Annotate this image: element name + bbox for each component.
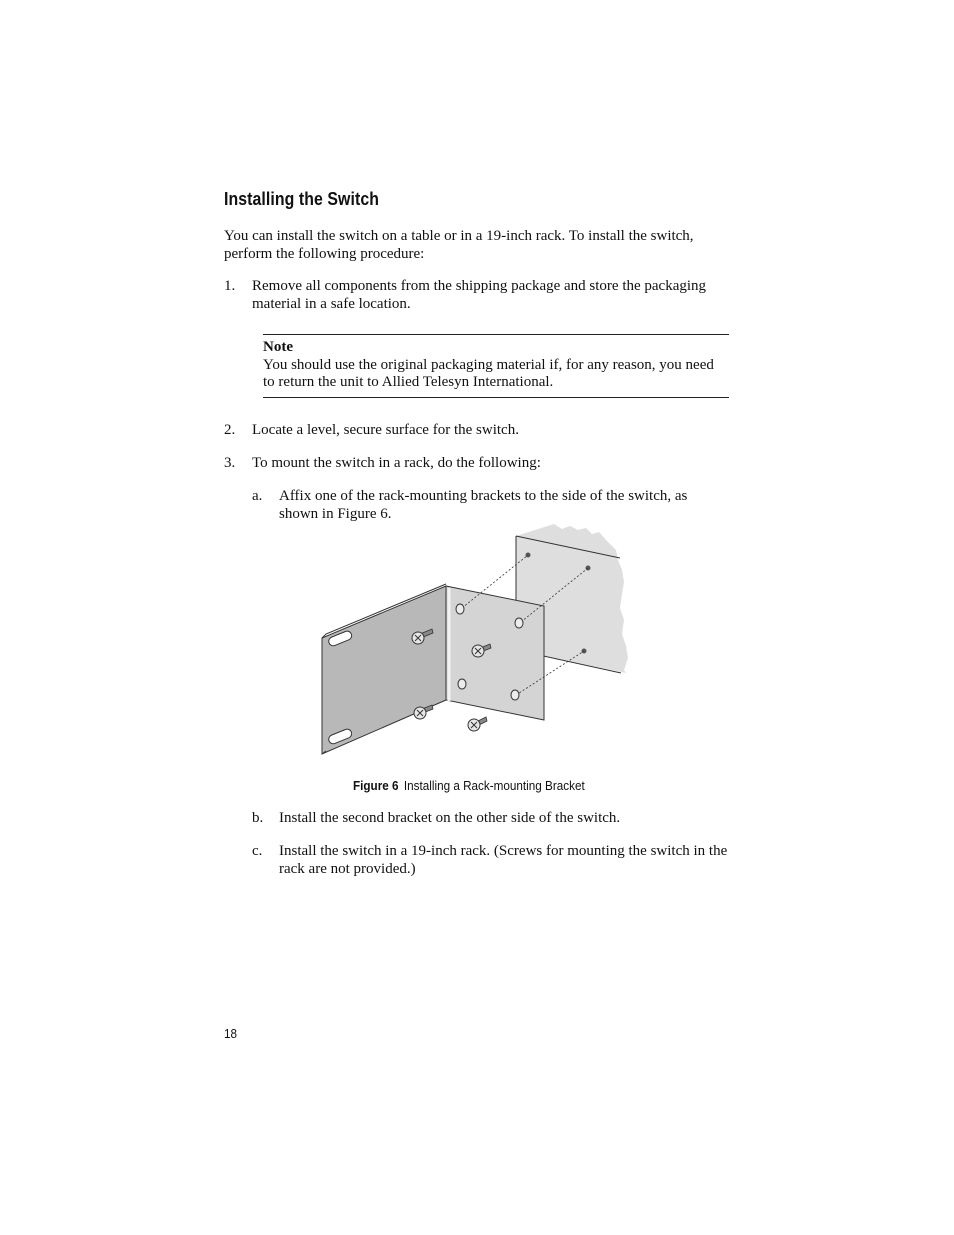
step-number: 2. xyxy=(224,422,236,438)
note-box xyxy=(263,334,729,398)
figure-label: Figure 6 xyxy=(353,778,399,793)
note-heading: Note xyxy=(263,339,293,355)
intro-paragraph: You can install the switch on a table or in a 19-inch rack. To install the switch, perform the following procedure: xyxy=(224,228,694,262)
substep-text: Install the switch in a 19-inch rack. (Screws for mounting the switch in the rack are not provided.) xyxy=(279,843,728,877)
screw xyxy=(468,717,487,731)
figure-caption xyxy=(353,778,585,793)
substep-text: Affix one of the rack-mounting brackets to the side of the switch, as shown in Figure 6. xyxy=(279,488,688,522)
substep-letter: c. xyxy=(252,843,263,859)
substep-text: Install the second bracket on the other side of the switch. xyxy=(279,810,621,826)
switch-hole xyxy=(586,566,591,571)
substep-letter: a. xyxy=(252,488,263,504)
section-title: Installing the Switch xyxy=(224,189,379,209)
step-text: Remove all components from the shipping package and store the packaging material in a safe location. xyxy=(252,278,707,312)
note-text: You should use the original packaging material if, for any reason, you need to return the unit to Allied Telesyn International. xyxy=(263,356,714,390)
bracket-front-ear xyxy=(322,586,446,754)
page-number: 18 xyxy=(224,1026,238,1041)
step-text: To mount the switch in a rack, do the following: xyxy=(252,455,541,471)
figure-caption-text: Installing a Rack-mounting Bracket xyxy=(403,778,585,793)
step-text: Locate a level, secure surface for the switch. xyxy=(252,422,519,438)
substep-letter: b. xyxy=(252,810,264,826)
rack-bracket-illustration xyxy=(316,520,632,760)
step-number: 1. xyxy=(224,278,236,294)
step-number: 3. xyxy=(224,455,236,471)
